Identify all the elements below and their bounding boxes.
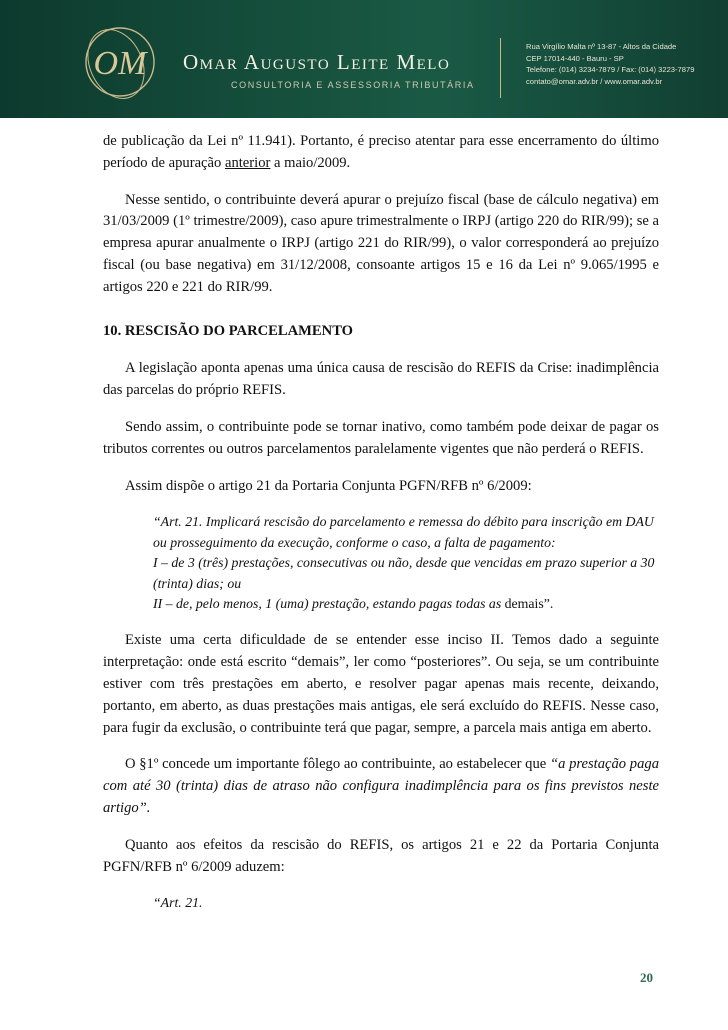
- firm-name: Omar Augusto Leite Melo: [183, 50, 451, 74]
- contact-address: Rua Virgílio Malta nº 13-87 - Altos da Cidade: [526, 42, 677, 51]
- paragraph-3: A legislação aponta apenas uma única causa de rescisão do REFIS da Crise: inadimplência das parcelas do próprio REFIS.: [103, 360, 659, 399]
- quote-line: “Art. 21. Implicará rescisão do parcelamento e remessa do débito para inscrição em DAU ou prosseguimento da execução, conforme o caso, a falta de pagamento:: [153, 514, 654, 550]
- letterhead-banner: [0, 0, 728, 118]
- quote-line: II – de, pelo menos, 1 (uma) prestação, estando pagas todas as demais”.: [153, 595, 554, 611]
- paragraph-7: O §1º concede um importante fôlego ao contribuinte, ao estabelecer que “a prestação paga com até 30 (trinta) dias de atraso não configura inadimplência para os fins previstos neste artigo”.: [103, 756, 659, 816]
- underlined-anterior: anterior: [224, 154, 271, 171]
- contact-block: [526, 41, 722, 87]
- page-number: 20: [640, 970, 653, 985]
- contact-cep: CEP 17014-440 - Bauru - SP: [526, 53, 624, 63]
- firm-subtitle: CONSULTORIA E ASSESSORIA TRIBUTÁRIA: [231, 80, 475, 90]
- logo-monogram: OM: [93, 45, 147, 82]
- paragraph-4: Sendo assim, o contribuinte pode se tornar inativo, como também pode deixar de pagar os tributos correntes ou outros parcelamentos paralelamente vigentes que não perderá o REFIS.: [103, 418, 659, 457]
- paragraph-2: Nesse sentido, o contribuinte deverá apurar o prejuízo fiscal (base de cálculo negativa) em 31/03/2009 (1º trimestre/2009), caso apure trimestralmente o IRPJ (artigo 220 do RIR/99); se a empresa apurar anualmente o IRPJ (artigo 221 do RIR/99), o valor corresponderá ao prejuízo fiscal (ou base negativa) em 31/12/2008, consoante artigos 15 e 16 da Lei nº 9.065/1995 e artigos 220 e 221 do RIR/99.: [103, 191, 659, 295]
- paragraph-8: Quanto aos efeitos da rescisão do REFIS, os artigos 21 e 22 da Portaria Conjunta PGFN/RFB nº 6/2009 aduzem:: [103, 836, 659, 875]
- quote-line: I – de 3 (três) prestações, consecutivas ou não, desde que vencidas em prazo superior a 30 (trinta) dias; ou: [153, 555, 655, 591]
- document-body: [103, 131, 659, 930]
- quote-art-21-start: “Art. 21.: [153, 895, 203, 911]
- section-title: 10. RESCISÃO DO PARCELAMENTO: [103, 322, 354, 339]
- paragraph-5: Assim dispõe o artigo 21 da Portaria Conjunta PGFN/RFB nº 6/2009:: [125, 477, 532, 494]
- header-divider: [500, 38, 501, 98]
- paragraph-6: Existe uma certa dificuldade de se entender esse inciso II. Temos dado a seguinte interpretação: onde está escrito “demais”, ler como “posteriores”. Ou seja, se um contribuinte estiver com três prestações em aberto, e resolver pagar apenas mais recente, deixando, portanto, em aberto, as duas prestações mais antigas, ele será excluído do REFIS. Nesse caso, para fugir da exclusão, o contribuinte terá que pagar, sempre, a parcela mais antiga em aberto.: [103, 632, 659, 736]
- firm-logo: [70, 12, 170, 112]
- contact-phone: Telefone: (014) 3234-7879 / Fax: (014) 3223-7879: [526, 65, 695, 75]
- contact-email: contato@omar.adv.br / www.omar.adv.br: [526, 76, 663, 86]
- paragraph-1: de publicação da Lei nº 11.941). Portanto, é preciso atentar para esse encerramento do último período de apuração anterior a maio/2009.: [103, 133, 659, 171]
- quote-art-21: [153, 512, 659, 614]
